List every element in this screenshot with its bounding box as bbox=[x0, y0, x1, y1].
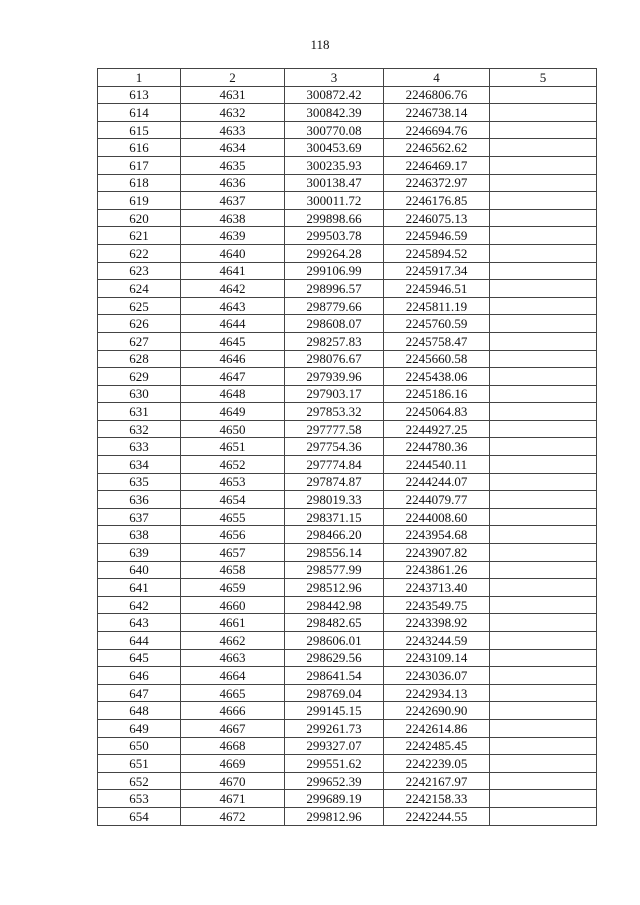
table-row bbox=[98, 174, 597, 192]
table-cell bbox=[490, 596, 597, 614]
table-cell: 2245064.83 bbox=[384, 403, 490, 421]
table-cell bbox=[490, 174, 597, 192]
table-cell: 642 bbox=[98, 596, 181, 614]
table-row bbox=[98, 596, 597, 614]
table-cell: 647 bbox=[98, 684, 181, 702]
table-cell: 4668 bbox=[181, 737, 285, 755]
table-cell: 2246562.62 bbox=[384, 139, 490, 157]
table-row bbox=[98, 473, 597, 491]
table-cell: 651 bbox=[98, 755, 181, 773]
table-cell: 632 bbox=[98, 420, 181, 438]
table-cell: 4656 bbox=[181, 526, 285, 544]
table-row bbox=[98, 438, 597, 456]
table-cell bbox=[490, 368, 597, 386]
table-row bbox=[98, 544, 597, 562]
table-row bbox=[98, 790, 597, 808]
table-row bbox=[98, 684, 597, 702]
table-cell: 2245894.52 bbox=[384, 244, 490, 262]
table-cell bbox=[490, 719, 597, 737]
table-body bbox=[98, 86, 597, 825]
table-cell: 298371.15 bbox=[285, 508, 384, 526]
table-cell bbox=[490, 385, 597, 403]
table-row bbox=[98, 526, 597, 544]
table-cell: 298466.20 bbox=[285, 526, 384, 544]
table-cell: 645 bbox=[98, 649, 181, 667]
table-cell: 2242690.90 bbox=[384, 702, 490, 720]
table-cell: 628 bbox=[98, 350, 181, 368]
table-cell: 300235.93 bbox=[285, 156, 384, 174]
column-header: 5 bbox=[490, 69, 597, 87]
table-cell: 4645 bbox=[181, 332, 285, 350]
table-cell: 298641.54 bbox=[285, 667, 384, 685]
table-row bbox=[98, 614, 597, 632]
table-cell: 2243549.75 bbox=[384, 596, 490, 614]
table-cell bbox=[490, 227, 597, 245]
table-cell: 2245660.58 bbox=[384, 350, 490, 368]
table-cell bbox=[490, 350, 597, 368]
table-cell: 4660 bbox=[181, 596, 285, 614]
table-cell: 2246469.17 bbox=[384, 156, 490, 174]
table-cell: 639 bbox=[98, 544, 181, 562]
table-row bbox=[98, 632, 597, 650]
table-cell: 2245811.19 bbox=[384, 297, 490, 315]
table-cell: 4665 bbox=[181, 684, 285, 702]
table-cell: 638 bbox=[98, 526, 181, 544]
table-cell: 297903.17 bbox=[285, 385, 384, 403]
table-cell: 2242158.33 bbox=[384, 790, 490, 808]
table-cell: 4636 bbox=[181, 174, 285, 192]
table-cell: 2245760.59 bbox=[384, 315, 490, 333]
table-cell: 4651 bbox=[181, 438, 285, 456]
column-header: 1 bbox=[98, 69, 181, 87]
table-cell: 641 bbox=[98, 579, 181, 597]
table-cell: 298257.83 bbox=[285, 332, 384, 350]
table-cell: 4669 bbox=[181, 755, 285, 773]
table-cell: 650 bbox=[98, 737, 181, 755]
table-row bbox=[98, 561, 597, 579]
table-cell: 2245758.47 bbox=[384, 332, 490, 350]
table-cell: 4641 bbox=[181, 262, 285, 280]
table-cell: 299898.66 bbox=[285, 209, 384, 227]
table-cell: 2243907.82 bbox=[384, 544, 490, 562]
table-cell: 4634 bbox=[181, 139, 285, 157]
table-cell: 631 bbox=[98, 403, 181, 421]
table-cell bbox=[490, 702, 597, 720]
table-cell: 2246176.85 bbox=[384, 192, 490, 210]
table-cell: 644 bbox=[98, 632, 181, 650]
table-cell: 4657 bbox=[181, 544, 285, 562]
table-cell bbox=[490, 561, 597, 579]
table-cell: 624 bbox=[98, 280, 181, 298]
table-cell: 2246372.97 bbox=[384, 174, 490, 192]
table-row bbox=[98, 104, 597, 122]
table-cell: 2245946.51 bbox=[384, 280, 490, 298]
table-cell: 300453.69 bbox=[285, 139, 384, 157]
table-cell: 2245186.16 bbox=[384, 385, 490, 403]
table-cell: 298996.57 bbox=[285, 280, 384, 298]
table-cell: 2242239.05 bbox=[384, 755, 490, 773]
table-cell: 2246738.14 bbox=[384, 104, 490, 122]
column-header: 3 bbox=[285, 69, 384, 87]
table-cell: 2242614.86 bbox=[384, 719, 490, 737]
table-cell: 4637 bbox=[181, 192, 285, 210]
table-cell bbox=[490, 755, 597, 773]
table-cell: 649 bbox=[98, 719, 181, 737]
table-cell: 636 bbox=[98, 491, 181, 509]
table-cell: 637 bbox=[98, 508, 181, 526]
table-cell: 2244244.07 bbox=[384, 473, 490, 491]
table-cell bbox=[490, 649, 597, 667]
table-cell bbox=[490, 737, 597, 755]
table-cell: 2242485.45 bbox=[384, 737, 490, 755]
table-cell: 630 bbox=[98, 385, 181, 403]
table-cell: 2243036.07 bbox=[384, 667, 490, 685]
table-cell bbox=[490, 772, 597, 790]
table-cell: 4640 bbox=[181, 244, 285, 262]
table-cell bbox=[490, 104, 597, 122]
table-cell: 4650 bbox=[181, 420, 285, 438]
table-cell: 298629.56 bbox=[285, 649, 384, 667]
table-cell bbox=[490, 156, 597, 174]
table-row bbox=[98, 350, 597, 368]
table-cell bbox=[490, 632, 597, 650]
table-cell: 634 bbox=[98, 456, 181, 474]
table-cell: 299551.62 bbox=[285, 755, 384, 773]
table-cell: 298606.01 bbox=[285, 632, 384, 650]
table-cell: 2243861.26 bbox=[384, 561, 490, 579]
table-cell: 4639 bbox=[181, 227, 285, 245]
table-cell: 4633 bbox=[181, 121, 285, 139]
table-cell: 300138.47 bbox=[285, 174, 384, 192]
table-cell: 622 bbox=[98, 244, 181, 262]
table-cell: 652 bbox=[98, 772, 181, 790]
table-cell: 4631 bbox=[181, 86, 285, 104]
table-cell: 629 bbox=[98, 368, 181, 386]
table-cell: 298556.14 bbox=[285, 544, 384, 562]
table-cell: 300770.08 bbox=[285, 121, 384, 139]
table-cell: 633 bbox=[98, 438, 181, 456]
table-cell: 4662 bbox=[181, 632, 285, 650]
table-cell: 648 bbox=[98, 702, 181, 720]
table-cell bbox=[490, 121, 597, 139]
table-cell: 621 bbox=[98, 227, 181, 245]
table-cell: 297774.84 bbox=[285, 456, 384, 474]
table-cell: 299812.96 bbox=[285, 807, 384, 825]
table-cell bbox=[490, 579, 597, 597]
table-cell bbox=[490, 614, 597, 632]
table-cell bbox=[490, 491, 597, 509]
table-cell bbox=[490, 667, 597, 685]
table-cell: 4661 bbox=[181, 614, 285, 632]
table-cell: 4646 bbox=[181, 350, 285, 368]
table-cell: 2244927.25 bbox=[384, 420, 490, 438]
table-cell: 299106.99 bbox=[285, 262, 384, 280]
table-cell: 297874.87 bbox=[285, 473, 384, 491]
table-row bbox=[98, 508, 597, 526]
table-row bbox=[98, 297, 597, 315]
table-cell: 654 bbox=[98, 807, 181, 825]
table-cell: 2244780.36 bbox=[384, 438, 490, 456]
table-cell: 614 bbox=[98, 104, 181, 122]
table-cell: 299264.28 bbox=[285, 244, 384, 262]
coordinates-table bbox=[97, 68, 597, 826]
table-cell: 299652.39 bbox=[285, 772, 384, 790]
table-cell bbox=[490, 262, 597, 280]
table-cell: 2244079.77 bbox=[384, 491, 490, 509]
table-cell bbox=[490, 420, 597, 438]
table-row bbox=[98, 403, 597, 421]
table-cell: 2242934.13 bbox=[384, 684, 490, 702]
table-cell bbox=[490, 438, 597, 456]
table-cell: 298512.96 bbox=[285, 579, 384, 597]
table-row bbox=[98, 579, 597, 597]
table-cell: 646 bbox=[98, 667, 181, 685]
table-row bbox=[98, 385, 597, 403]
table-row bbox=[98, 807, 597, 825]
table-cell: 2245438.06 bbox=[384, 368, 490, 386]
table-row bbox=[98, 315, 597, 333]
table-cell: 4658 bbox=[181, 561, 285, 579]
table-row bbox=[98, 368, 597, 386]
table-cell: 4644 bbox=[181, 315, 285, 333]
table-row bbox=[98, 262, 597, 280]
table-cell: 4632 bbox=[181, 104, 285, 122]
table-row bbox=[98, 755, 597, 773]
table-cell: 4638 bbox=[181, 209, 285, 227]
table-cell: 2244008.60 bbox=[384, 508, 490, 526]
table-cell bbox=[490, 332, 597, 350]
table-cell: 299261.73 bbox=[285, 719, 384, 737]
table-cell: 297853.32 bbox=[285, 403, 384, 421]
table-cell: 299145.15 bbox=[285, 702, 384, 720]
table-cell: 300011.72 bbox=[285, 192, 384, 210]
table-cell: 4642 bbox=[181, 280, 285, 298]
table-cell: 618 bbox=[98, 174, 181, 192]
table-cell: 298019.33 bbox=[285, 491, 384, 509]
table-cell: 4648 bbox=[181, 385, 285, 403]
table-header-row bbox=[98, 69, 597, 87]
table-cell: 4652 bbox=[181, 456, 285, 474]
table-row bbox=[98, 139, 597, 157]
table-cell: 4670 bbox=[181, 772, 285, 790]
table-cell bbox=[490, 807, 597, 825]
table-cell: 2242167.97 bbox=[384, 772, 490, 790]
table-cell: 4635 bbox=[181, 156, 285, 174]
table-cell: 4664 bbox=[181, 667, 285, 685]
table-cell bbox=[490, 139, 597, 157]
table-cell bbox=[490, 86, 597, 104]
table-row bbox=[98, 772, 597, 790]
table-row bbox=[98, 719, 597, 737]
table-cell: 643 bbox=[98, 614, 181, 632]
table-cell: 2245946.59 bbox=[384, 227, 490, 245]
table-cell: 2243954.68 bbox=[384, 526, 490, 544]
table-cell: 2245917.34 bbox=[384, 262, 490, 280]
table-row bbox=[98, 227, 597, 245]
table-cell: 4671 bbox=[181, 790, 285, 808]
table-row bbox=[98, 244, 597, 262]
table-cell: 2246806.76 bbox=[384, 86, 490, 104]
table-cell: 4666 bbox=[181, 702, 285, 720]
table-cell: 627 bbox=[98, 332, 181, 350]
table-row bbox=[98, 209, 597, 227]
table-cell: 4653 bbox=[181, 473, 285, 491]
table-cell: 2246075.13 bbox=[384, 209, 490, 227]
table-cell: 2243109.14 bbox=[384, 649, 490, 667]
table-cell: 298577.99 bbox=[285, 561, 384, 579]
table-cell bbox=[490, 508, 597, 526]
table-cell bbox=[490, 403, 597, 421]
table-cell: 4663 bbox=[181, 649, 285, 667]
table-cell: 299503.78 bbox=[285, 227, 384, 245]
table-row bbox=[98, 86, 597, 104]
table-cell: 617 bbox=[98, 156, 181, 174]
table-row bbox=[98, 192, 597, 210]
table-cell bbox=[490, 280, 597, 298]
table-row bbox=[98, 280, 597, 298]
table-cell: 640 bbox=[98, 561, 181, 579]
table-cell: 299327.07 bbox=[285, 737, 384, 755]
table-cell: 4643 bbox=[181, 297, 285, 315]
table-row bbox=[98, 667, 597, 685]
table-cell: 2243398.92 bbox=[384, 614, 490, 632]
table-cell: 623 bbox=[98, 262, 181, 280]
table-cell: 619 bbox=[98, 192, 181, 210]
table-cell: 2243244.59 bbox=[384, 632, 490, 650]
table-cell: 613 bbox=[98, 86, 181, 104]
table-cell: 653 bbox=[98, 790, 181, 808]
table-row bbox=[98, 456, 597, 474]
column-header: 2 bbox=[181, 69, 285, 87]
table-cell bbox=[490, 790, 597, 808]
table-cell bbox=[490, 209, 597, 227]
table-cell: 2243713.40 bbox=[384, 579, 490, 597]
table-cell: 4672 bbox=[181, 807, 285, 825]
table-row bbox=[98, 702, 597, 720]
table-row bbox=[98, 649, 597, 667]
table-cell: 299689.19 bbox=[285, 790, 384, 808]
table-cell: 298076.67 bbox=[285, 350, 384, 368]
table-cell: 616 bbox=[98, 139, 181, 157]
table-cell: 620 bbox=[98, 209, 181, 227]
table-cell: 625 bbox=[98, 297, 181, 315]
table-cell bbox=[490, 244, 597, 262]
table-cell bbox=[490, 297, 597, 315]
table-cell: 298608.07 bbox=[285, 315, 384, 333]
table-cell bbox=[490, 473, 597, 491]
table-cell: 4667 bbox=[181, 719, 285, 737]
table-cell: 297754.36 bbox=[285, 438, 384, 456]
page-number: 118 bbox=[310, 37, 330, 52]
table-cell: 2244540.11 bbox=[384, 456, 490, 474]
table-cell bbox=[490, 315, 597, 333]
table-cell: 297939.96 bbox=[285, 368, 384, 386]
table-cell: 300842.39 bbox=[285, 104, 384, 122]
table-cell bbox=[490, 684, 597, 702]
table-cell: 2242244.55 bbox=[384, 807, 490, 825]
table-cell: 297777.58 bbox=[285, 420, 384, 438]
table-cell: 2246694.76 bbox=[384, 121, 490, 139]
table-cell: 298779.66 bbox=[285, 297, 384, 315]
table-row bbox=[98, 156, 597, 174]
table-cell: 615 bbox=[98, 121, 181, 139]
table-cell: 4647 bbox=[181, 368, 285, 386]
table-cell: 626 bbox=[98, 315, 181, 333]
table-cell: 298442.98 bbox=[285, 596, 384, 614]
table-cell: 4659 bbox=[181, 579, 285, 597]
table-row bbox=[98, 737, 597, 755]
table-cell: 300872.42 bbox=[285, 86, 384, 104]
table-cell: 298482.65 bbox=[285, 614, 384, 632]
table-cell: 635 bbox=[98, 473, 181, 491]
table-cell bbox=[490, 544, 597, 562]
table-cell: 4654 bbox=[181, 491, 285, 509]
table-row bbox=[98, 491, 597, 509]
table-cell bbox=[490, 526, 597, 544]
table-row bbox=[98, 121, 597, 139]
table-row bbox=[98, 420, 597, 438]
table-row bbox=[98, 332, 597, 350]
column-header: 4 bbox=[384, 69, 490, 87]
table-cell: 298769.04 bbox=[285, 684, 384, 702]
table-cell: 4655 bbox=[181, 508, 285, 526]
table-cell: 4649 bbox=[181, 403, 285, 421]
table-cell bbox=[490, 456, 597, 474]
table-cell bbox=[490, 192, 597, 210]
